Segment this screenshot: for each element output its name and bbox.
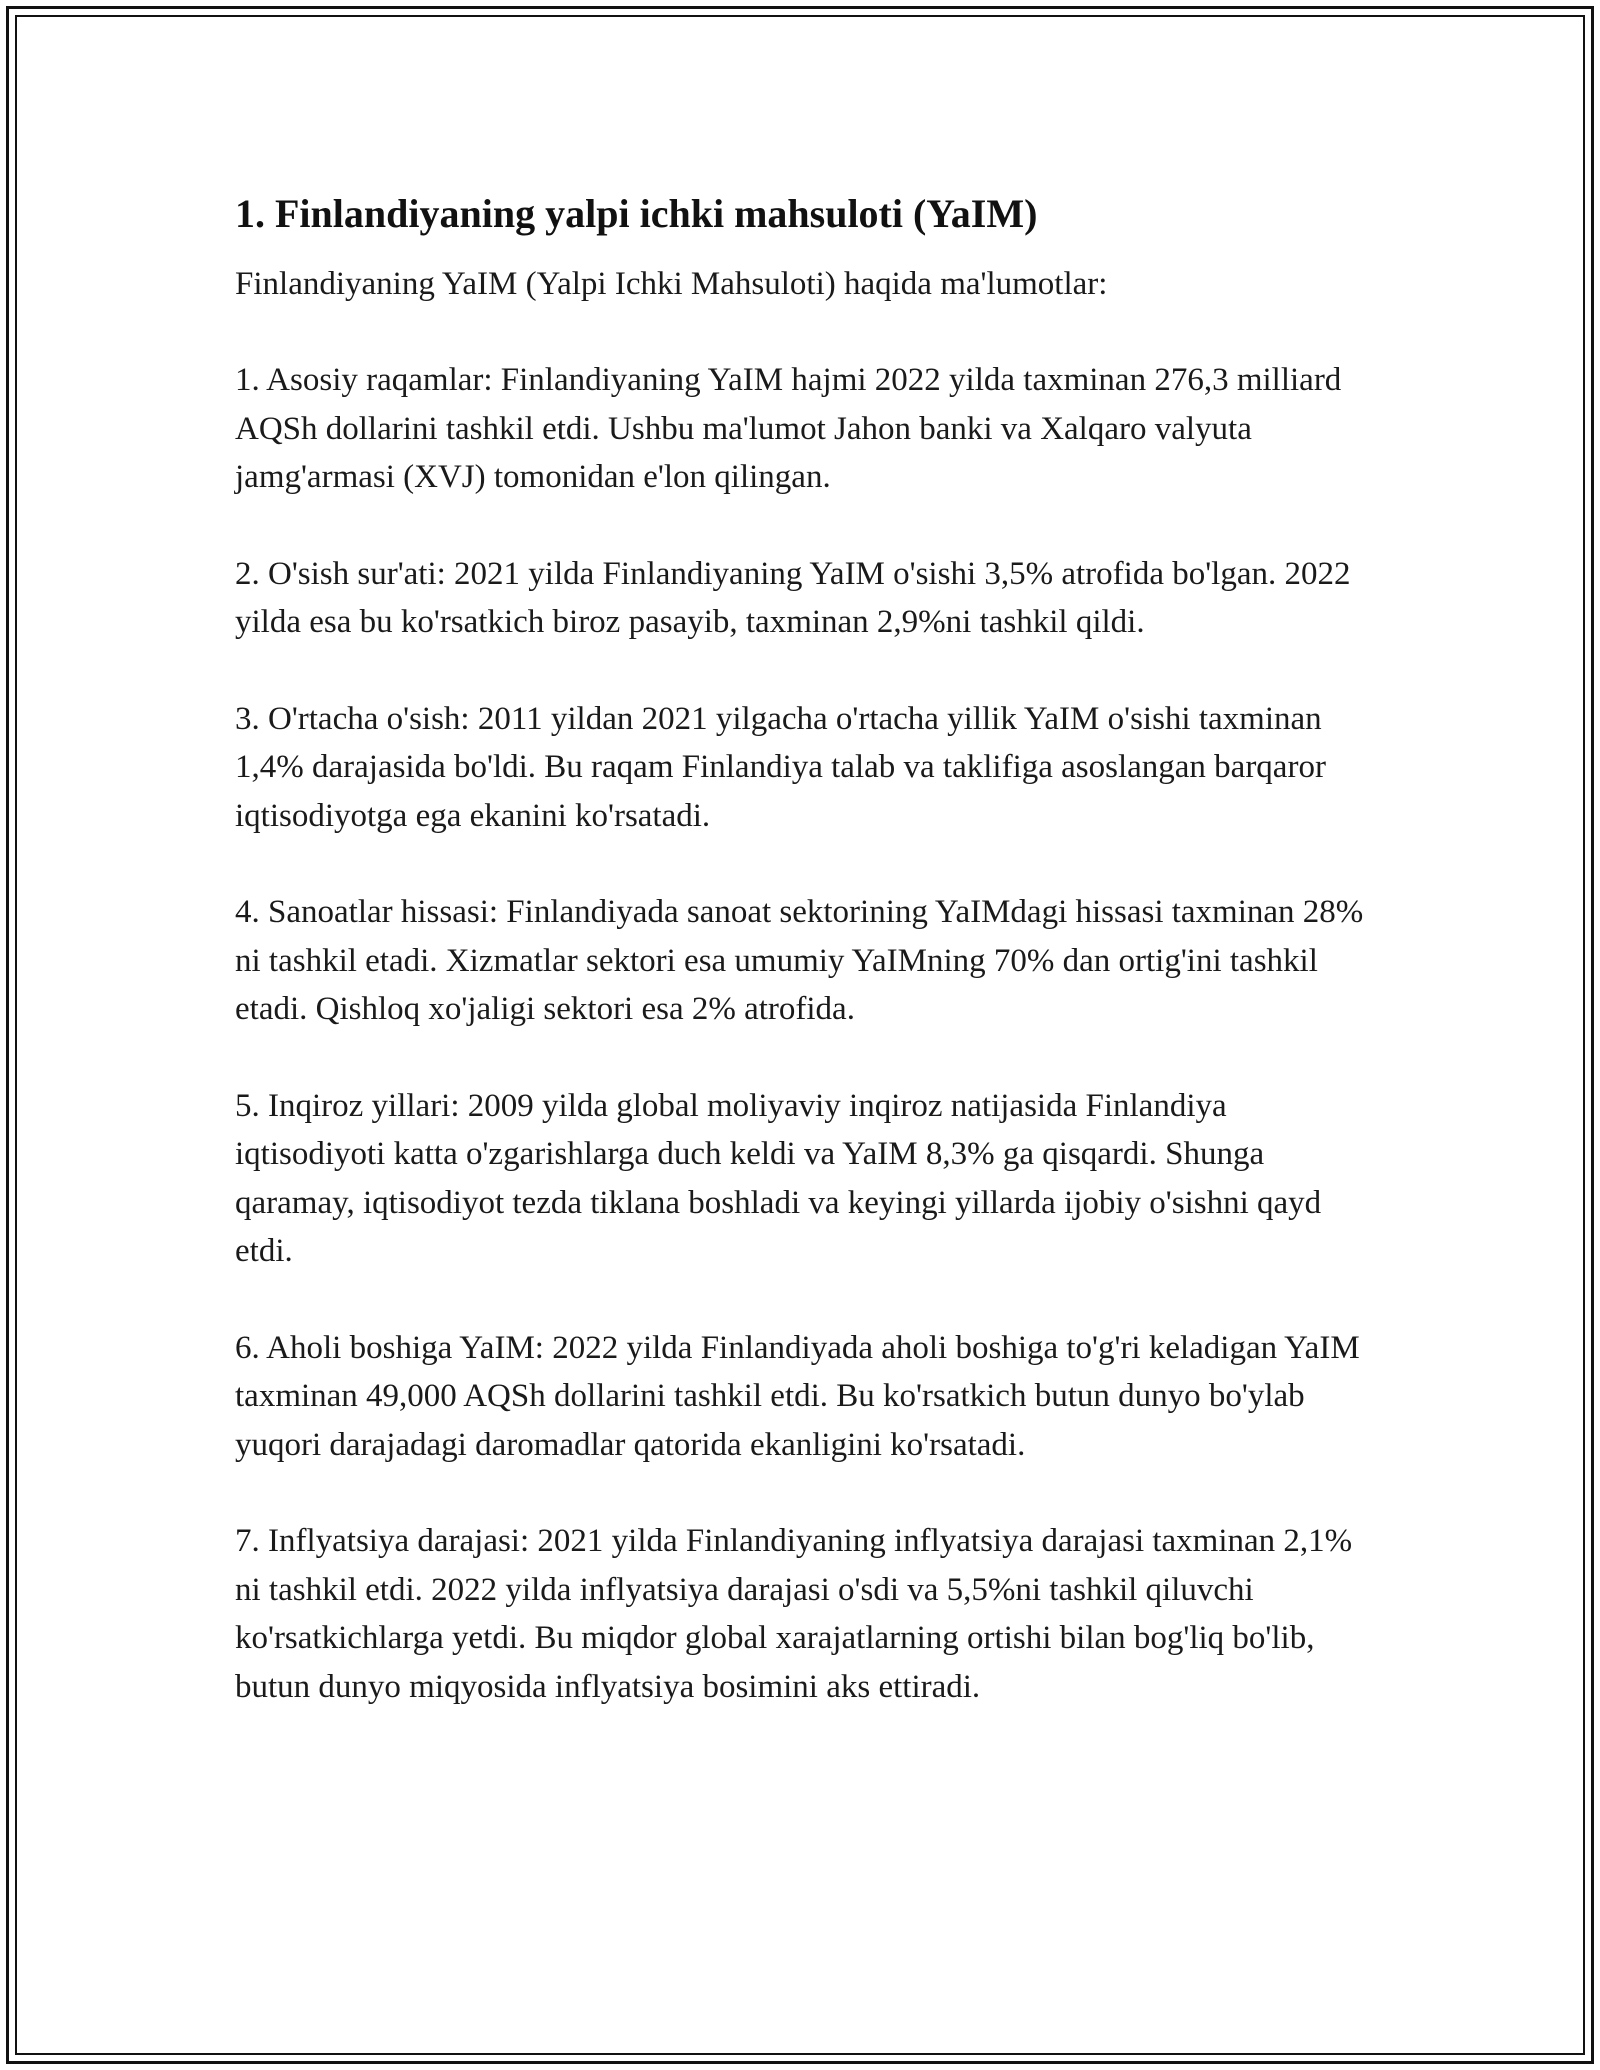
list-item-aholi-boshiga-yaim: 6. Aholi boshiga YaIM: 2022 yilda Finlandiyada aholi boshiga to'g'ri keladigan YaIM taxminan 49,000 AQSh dollarini tashkil etdi. Bu ko'rsatkich butun dunyo bo'ylab yuqori darajadagi daromadlar qatorida ekanligini ko'rsatadi.: [235, 1329, 1360, 1463]
document-body: [235, 186, 1385, 1711]
intro-paragraph: Finlandiyaning YaIM (Yalpi Ichki Mahsuloti) haqida ma'lumotlar:: [235, 266, 1108, 302]
list-item-ortacha-osish: 3. O'rtacha o'sish: 2011 yildan 2021 yilgacha o'rtacha yillik YaIM o'sishi taxminan 1,4% darajasida bo'ldi. Bu raqam Finlandiya talab va taklifiga asoslangan barqaror iqtisodiyotga ega ekanini ko'rsatadi.: [235, 700, 1326, 834]
list-item-osish-surati: 2. O'sish sur'ati: 2021 yilda Finlandiyaning YaIM o'sishi 3,5% atrofida bo'lgan. 2022 yilda esa bu ko'rsatkich biroz pasayib, taxminan 2,9%ni tashkil qildi.: [235, 555, 1351, 640]
document-title: 1. Finlandiyaning yalpi ichki mahsuloti (YaIM): [235, 191, 1038, 236]
list-item-inqiroz-yillari: 5. Inqiroz yillari: 2009 yilda global moliyaviy inqiroz natijasida Finlandiya iqtisodiyoti katta o'zgarishlarga duch keldi va YaIM 8,3% ga qisqardi. Shunga qaramay, iqtisodiyot tezda tiklana boshladi va keyingi yillarda ijobiy o'sishni qayd etdi.: [235, 1087, 1322, 1269]
list-item-asosiy-raqamlar: 1. Asosiy raqamlar: Finlandiyaning YaIM hajmi 2022 yilda taxminan 276,3 milliard AQSh dollarini tashkil etdi. Ushbu ma'lumot Jahon banki va Xalqaro valyuta jamg'armasi (XVJ) tomonidan e'lon qilingan.: [235, 362, 1342, 495]
list-item-inflyatsiya-darajasi: 7. Inflyatsiya darajasi: 2021 yilda Finlandiyaning inflyatsiya darajasi taxminan 2,1% ni tashkil etdi. 2022 yilda inflyatsiya darajasi o'sdi va 5,5%ni tashkil qiluvchi ko'rsatkichlarga yetdi. Bu miqdor global xarajatlarning ortishi bilan bog'liq bo'lib, butun dunyo miqyosida inflyatsiya bosimini aks ettiradi.: [235, 1523, 1353, 1705]
list-item-sanoatlar-hissasi: 4. Sanoatlar hissasi: Finlandiyada sanoat sektorining YaIMdagi hissasi taxminan 28% ni tashkil etadi. Xizmatlar sektori esa umumiy YaIMning 70% dan ortig'ini tashkil etadi. Qishloq xo'jaligi sektori esa 2% atrofida.: [235, 894, 1364, 1027]
